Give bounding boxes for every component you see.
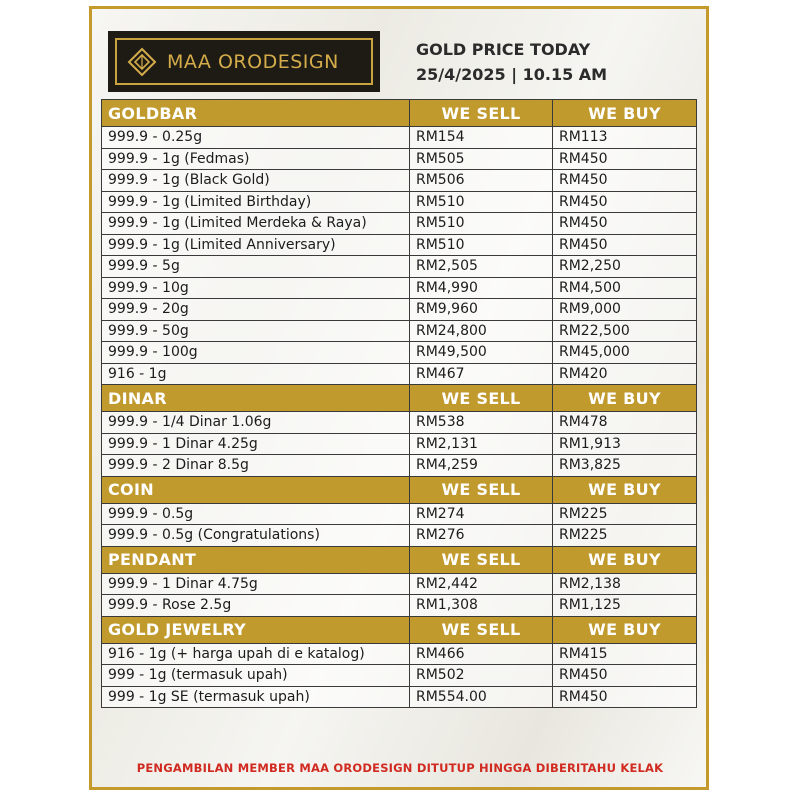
- item-name: 999.9 - 1/4 Dinar 1.06g: [102, 412, 410, 434]
- table-row: [102, 525, 697, 547]
- item-name: 999.9 - 0.5g (Congratulations): [102, 525, 410, 547]
- buy-price: RM3,825: [553, 455, 697, 477]
- table-row: [102, 170, 697, 192]
- section-header-row: [102, 616, 697, 643]
- section-title: COIN: [102, 476, 410, 503]
- item-name: 999.9 - 20g: [102, 299, 410, 321]
- we-sell-header: WE SELL: [410, 385, 553, 412]
- section-header-row: [102, 546, 697, 573]
- sell-price: RM510: [410, 213, 553, 235]
- table-row: [102, 342, 697, 364]
- sell-price: RM510: [410, 234, 553, 256]
- sell-price: RM2,505: [410, 256, 553, 278]
- table-row: [102, 665, 697, 687]
- section-title: GOLD JEWELRY: [102, 616, 410, 643]
- buy-price: RM450: [553, 148, 697, 170]
- sell-price: RM4,990: [410, 277, 553, 299]
- we-sell-header: WE SELL: [410, 546, 553, 573]
- we-buy-header: WE BUY: [553, 385, 697, 412]
- we-buy-header: WE BUY: [553, 100, 697, 127]
- table-row: [102, 191, 697, 213]
- page-title: GOLD PRICE TODAY: [416, 40, 591, 59]
- item-name: 999 - 1g (termasuk upah): [102, 665, 410, 687]
- we-buy-header: WE BUY: [553, 476, 697, 503]
- we-sell-header: WE SELL: [410, 616, 553, 643]
- item-name: 999.9 - 0.25g: [102, 127, 410, 149]
- item-name: 999.9 - 1g (Limited Merdeka & Raya): [102, 213, 410, 235]
- buy-price: RM478: [553, 412, 697, 434]
- sell-price: RM505: [410, 148, 553, 170]
- brand-logo: [108, 31, 380, 92]
- buy-price: RM22,500: [553, 320, 697, 342]
- item-name: 999.9 - 1g (Fedmas): [102, 148, 410, 170]
- sell-price: RM554.00: [410, 686, 553, 708]
- section-title: GOLDBAR: [102, 100, 410, 127]
- table-row: [102, 595, 697, 617]
- table-row: [102, 234, 697, 256]
- buy-price: RM9,000: [553, 299, 697, 321]
- brand-name: MAA ORODESIGN: [167, 50, 339, 73]
- sell-price: RM538: [410, 412, 553, 434]
- item-name: 999.9 - Rose 2.5g: [102, 595, 410, 617]
- buy-price: RM420: [553, 363, 697, 385]
- price-date: 25/4/2025 | 10.15 AM: [416, 65, 608, 84]
- sell-price: RM9,960: [410, 299, 553, 321]
- item-name: 999.9 - 1g (Limited Anniversary): [102, 234, 410, 256]
- buy-price: RM2,138: [553, 573, 697, 595]
- item-name: 999.9 - 50g: [102, 320, 410, 342]
- sell-price: RM2,442: [410, 573, 553, 595]
- buy-price: RM450: [553, 191, 697, 213]
- buy-price: RM45,000: [553, 342, 697, 364]
- section-title: PENDANT: [102, 546, 410, 573]
- table-row: [102, 455, 697, 477]
- buy-price: RM450: [553, 686, 697, 708]
- we-sell-header: WE SELL: [410, 100, 553, 127]
- table-row: [102, 299, 697, 321]
- sell-price: RM24,800: [410, 320, 553, 342]
- sell-price: RM1,308: [410, 595, 553, 617]
- table-row: [102, 127, 697, 149]
- price-table: [101, 99, 697, 708]
- we-buy-header: WE BUY: [553, 546, 697, 573]
- item-name: 999.9 - 2 Dinar 8.5g: [102, 455, 410, 477]
- buy-price: RM415: [553, 643, 697, 665]
- buy-price: RM450: [553, 234, 697, 256]
- sell-price: RM502: [410, 665, 553, 687]
- buy-price: RM2,250: [553, 256, 697, 278]
- buy-price: RM1,125: [553, 595, 697, 617]
- buy-price: RM225: [553, 503, 697, 525]
- section-header-row: [102, 476, 697, 503]
- sell-price: RM506: [410, 170, 553, 192]
- item-name: 999.9 - 1g (Limited Birthday): [102, 191, 410, 213]
- item-name: 999 - 1g SE (termasuk upah): [102, 686, 410, 708]
- diamond-pen-icon: [127, 47, 157, 77]
- buy-price: RM225: [553, 525, 697, 547]
- buy-price: RM450: [553, 213, 697, 235]
- sell-price: RM467: [410, 363, 553, 385]
- section-header-row: [102, 385, 697, 412]
- we-buy-header: WE BUY: [553, 616, 697, 643]
- section-title: DINAR: [102, 385, 410, 412]
- table-row: [102, 213, 697, 235]
- sell-price: RM49,500: [410, 342, 553, 364]
- buy-price: RM113: [553, 127, 697, 149]
- table-row: [102, 686, 697, 708]
- sell-price: RM276: [410, 525, 553, 547]
- item-name: 916 - 1g (+ harga upah di e katalog): [102, 643, 410, 665]
- table-row: [102, 277, 697, 299]
- buy-price: RM1,913: [553, 433, 697, 455]
- table-row: [102, 363, 697, 385]
- item-name: 999.9 - 5g: [102, 256, 410, 278]
- logo-border: [115, 38, 373, 85]
- buy-price: RM450: [553, 170, 697, 192]
- buy-price: RM450: [553, 665, 697, 687]
- table-row: [102, 412, 697, 434]
- buy-price: RM4,500: [553, 277, 697, 299]
- section-header-row: [102, 100, 697, 127]
- sell-price: RM510: [410, 191, 553, 213]
- item-name: 999.9 - 1g (Black Gold): [102, 170, 410, 192]
- sell-price: RM466: [410, 643, 553, 665]
- item-name: 999.9 - 0.5g: [102, 503, 410, 525]
- table-row: [102, 433, 697, 455]
- table-row: [102, 320, 697, 342]
- sell-price: RM2,131: [410, 433, 553, 455]
- we-sell-header: WE SELL: [410, 476, 553, 503]
- table-row: [102, 256, 697, 278]
- table-row: [102, 148, 697, 170]
- item-name: 999.9 - 100g: [102, 342, 410, 364]
- table-row: [102, 573, 697, 595]
- sell-price: RM4,259: [410, 455, 553, 477]
- item-name: 999.9 - 1 Dinar 4.25g: [102, 433, 410, 455]
- membership-notice: PENGAMBILAN MEMBER MAA ORODESIGN DITUTUP HINGGA DIBERITAHU KELAK: [136, 761, 664, 775]
- item-name: 916 - 1g: [102, 363, 410, 385]
- sell-price: RM154: [410, 127, 553, 149]
- table-row: [102, 643, 697, 665]
- item-name: 999.9 - 10g: [102, 277, 410, 299]
- item-name: 999.9 - 1 Dinar 4.75g: [102, 573, 410, 595]
- sell-price: RM274: [410, 503, 553, 525]
- table-row: [102, 503, 697, 525]
